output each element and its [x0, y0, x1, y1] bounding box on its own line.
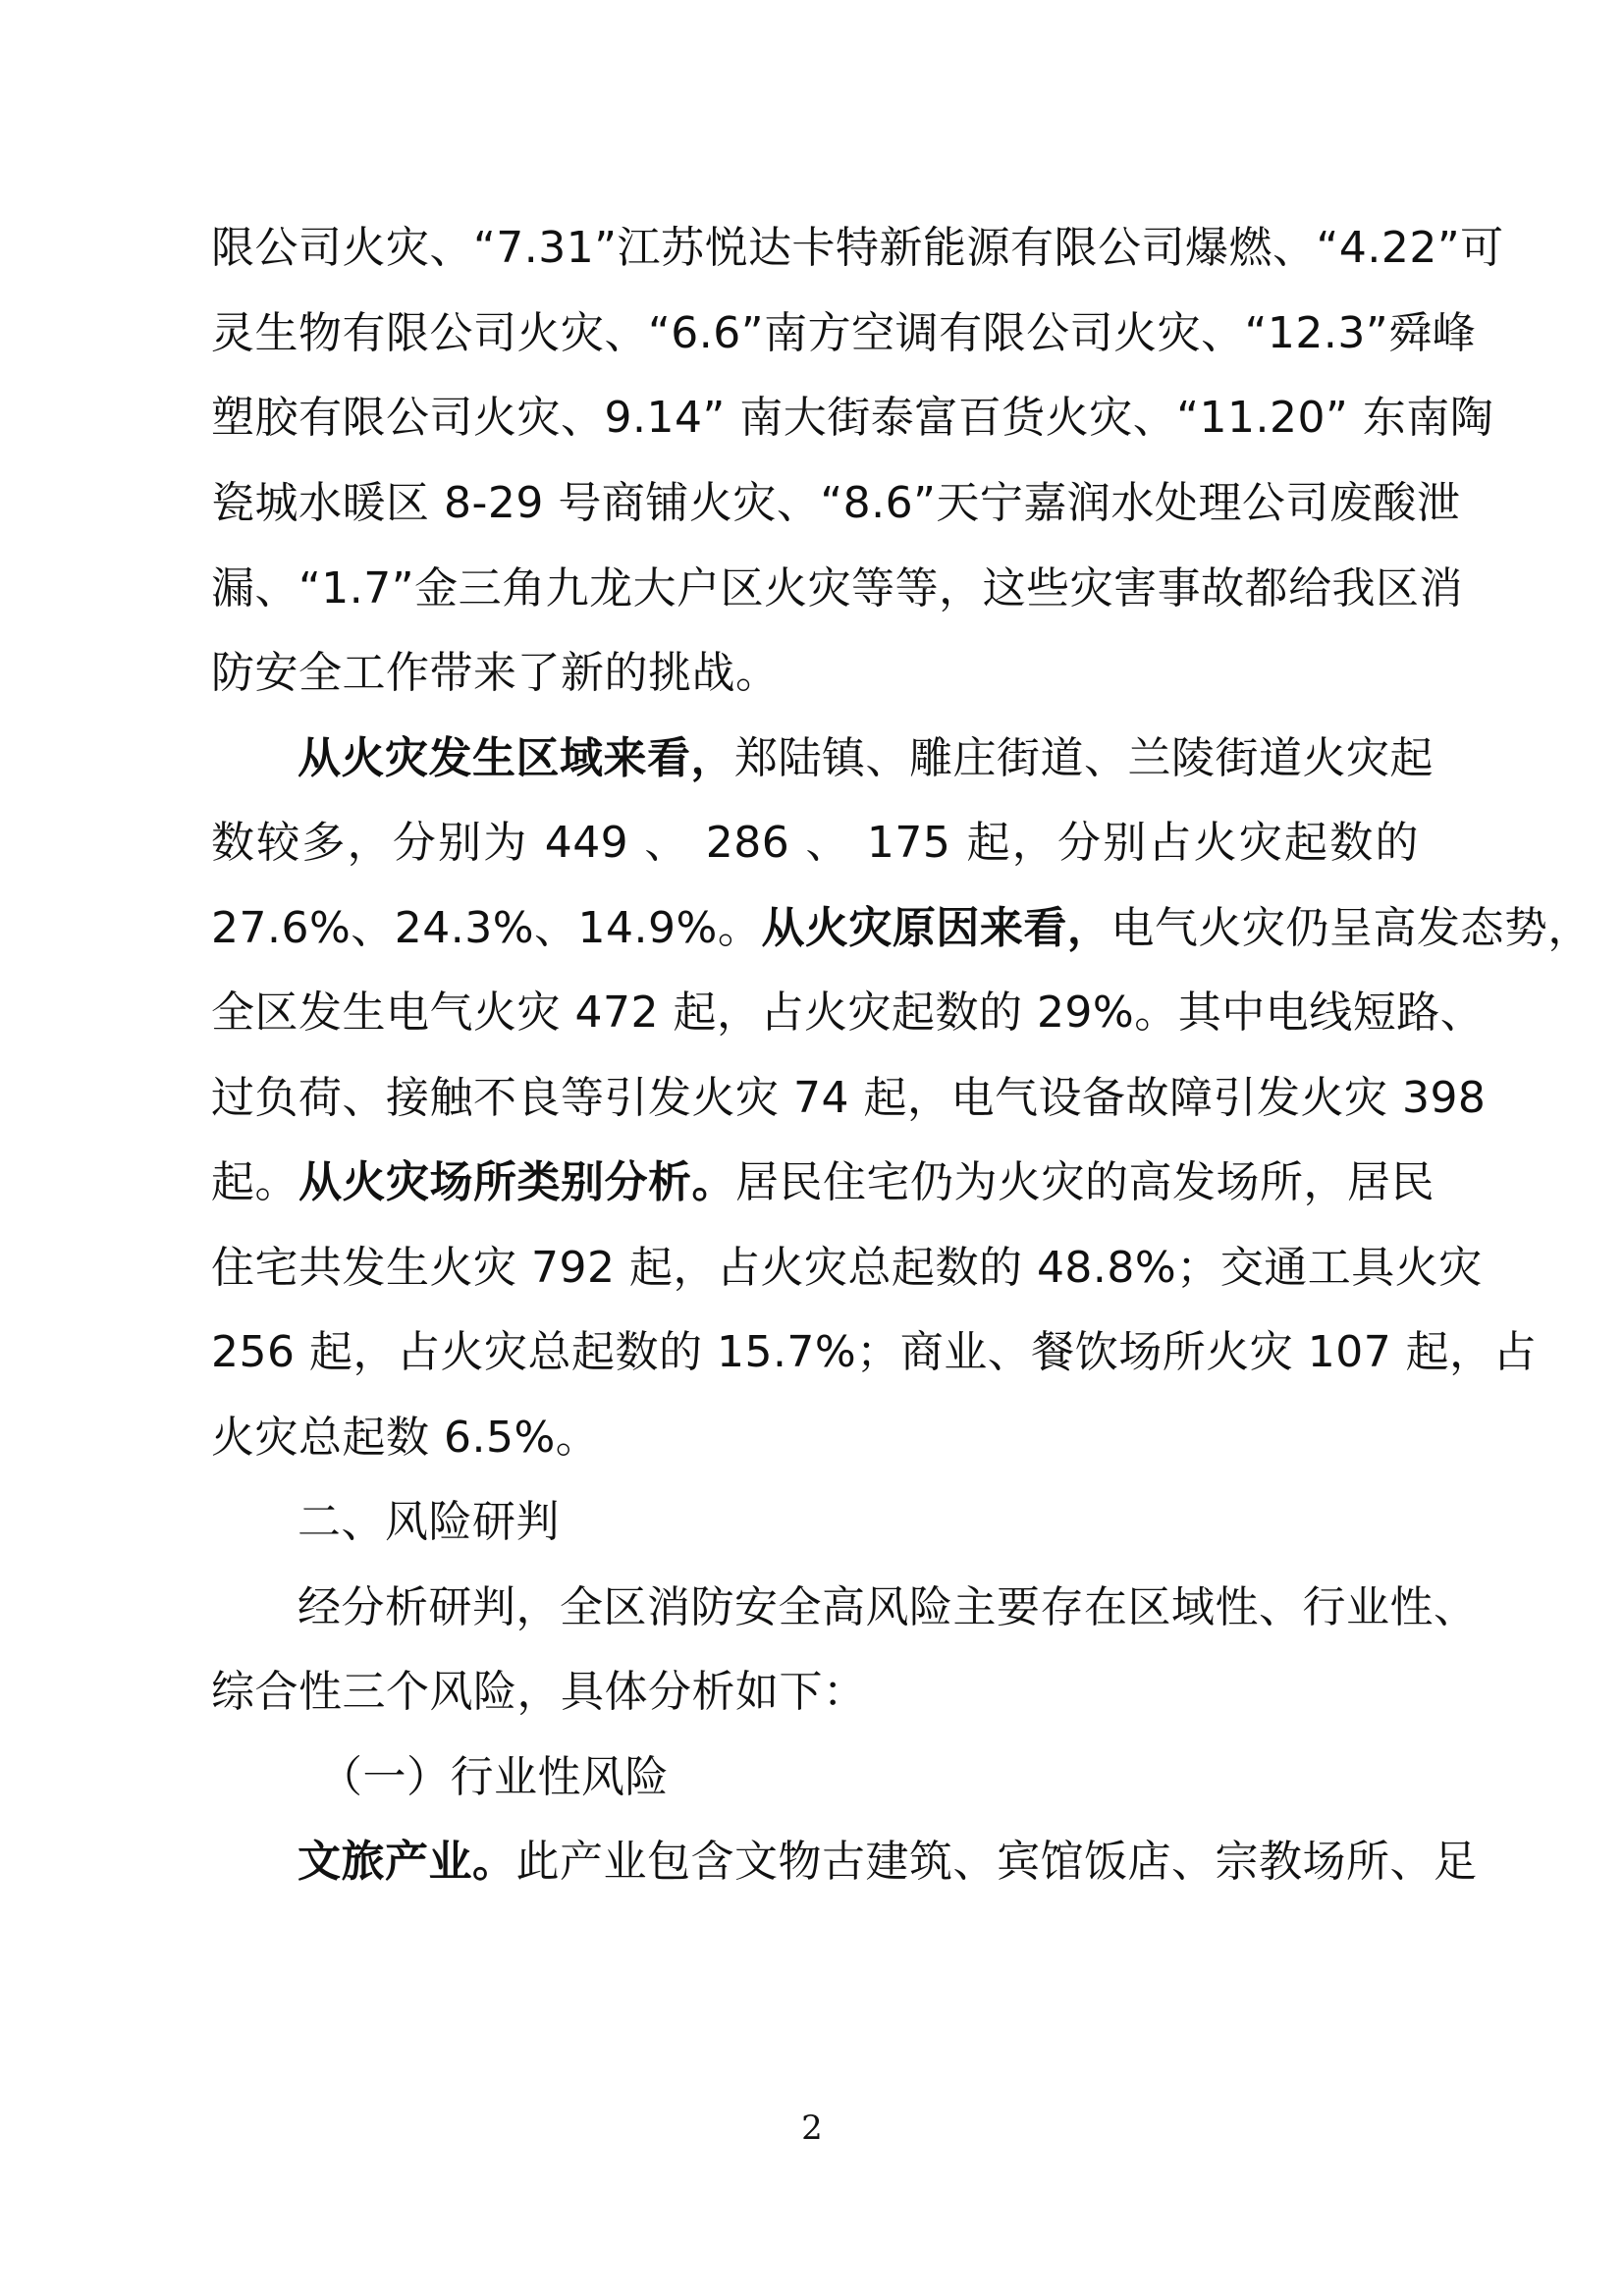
line-13-text: 住宅共发生火灾 792 起，占火灾总起数的 48.8%；交通工具火灾: [211, 1243, 1483, 1293]
body-line-20: [298, 1827, 1478, 1897]
line-7-heading: 从火灾发生区域来看，: [298, 733, 734, 783]
section-heading-risk: [298, 1487, 1419, 1558]
line-20-text: 此产业包含文物古建筑、宾馆饭店、宗教场所、足: [515, 1837, 1478, 1887]
line-9-text-2: 电气火灾仍呈高发态势，: [1110, 903, 1592, 953]
body-line-5: [211, 554, 1464, 624]
line-19-text: （一）行业性风险: [319, 1752, 669, 1802]
body-line-7: [298, 723, 1434, 794]
body-line-15: [211, 1403, 1419, 1473]
line-17-text: 经分析研判，全区消防安全高风险主要存在区域性、行业性、: [298, 1582, 1478, 1632]
body-line-3: [211, 383, 1494, 454]
line-20-heading: 文旅产业。: [298, 1837, 516, 1887]
line-3-text: 塑胶有限公司火灾、9.14” 南大街泰富百货火灾、“11.20” 东南陶: [211, 393, 1494, 443]
line-14-text: 256 起，占火灾总起数的 15.7%；商业、餐饮场所火灾 107 起，占: [211, 1327, 1538, 1377]
line-1-text: 限公司火灾、“7.31”江苏悦达卡特新能源有限公司爆燃、“4.22”可: [211, 223, 1504, 273]
line-9-heading: 从火灾原因来看，: [761, 903, 1111, 953]
body-line-18: [211, 1657, 1419, 1728]
line-4-text: 瓷城水暖区 8-29 号商铺火灾、“8.6”天宁嘉润水处理公司废酸泄: [211, 478, 1461, 528]
line-12-text: 起。: [211, 1157, 298, 1207]
line-7-text: 郑陆镇、雕庄街道、兰陵街道火灾起: [734, 733, 1434, 783]
line-12-heading: 从火灾场所类别分析。: [298, 1157, 735, 1207]
body-line-12: [211, 1148, 1435, 1218]
line-11-text: 过负荷、接触不良等引发火灾 74 起，电气设备故障引发火灾 398: [211, 1073, 1487, 1123]
line-16-text: 二、风险研判: [298, 1497, 560, 1547]
line-8-text: 数较多，分别为 449 、 286 、 175 起，分别占火灾起数的: [211, 818, 1419, 868]
body-line-2: [211, 298, 1477, 369]
line-5-text: 漏、“1.7”金三角九龙大户区火灾等等，这些灾害事故都给我区消: [211, 563, 1464, 614]
line-18-text: 综合性三个风险，具体分析如下：: [211, 1667, 867, 1717]
line-9-text: 27.6%、24.3%、14.9%。: [211, 903, 762, 953]
subsection-heading-industry-risk: [319, 1742, 1419, 1813]
body-line-4: [211, 468, 1461, 539]
page-number: 2: [801, 2109, 823, 2148]
body-line-9: [211, 893, 1592, 964]
line-15-text: 火灾总起数 6.5%。: [211, 1413, 600, 1463]
body-line-17: [298, 1573, 1478, 1643]
body-line-14: [211, 1317, 1538, 1388]
line-10-text: 全区发生电气火灾 472 起，占火灾起数的 29%。其中电线短路、: [211, 988, 1485, 1038]
body-line-11: [211, 1063, 1487, 1134]
body-line-1: [211, 213, 1504, 284]
line-2-text: 灵生物有限公司火灾、“6.6”南方空调有限公司火灾、“12.3”舜峰: [211, 308, 1477, 358]
body-line-13: [211, 1233, 1483, 1304]
body-line-10: [211, 978, 1485, 1048]
body-line-8: [211, 808, 1419, 879]
line-6-text: 防安全工作带来了新的挑战。: [211, 648, 780, 698]
body-line-6: [211, 638, 1419, 709]
line-12-text-2: 居民住宅仍为火灾的高发场所，居民: [735, 1157, 1435, 1207]
